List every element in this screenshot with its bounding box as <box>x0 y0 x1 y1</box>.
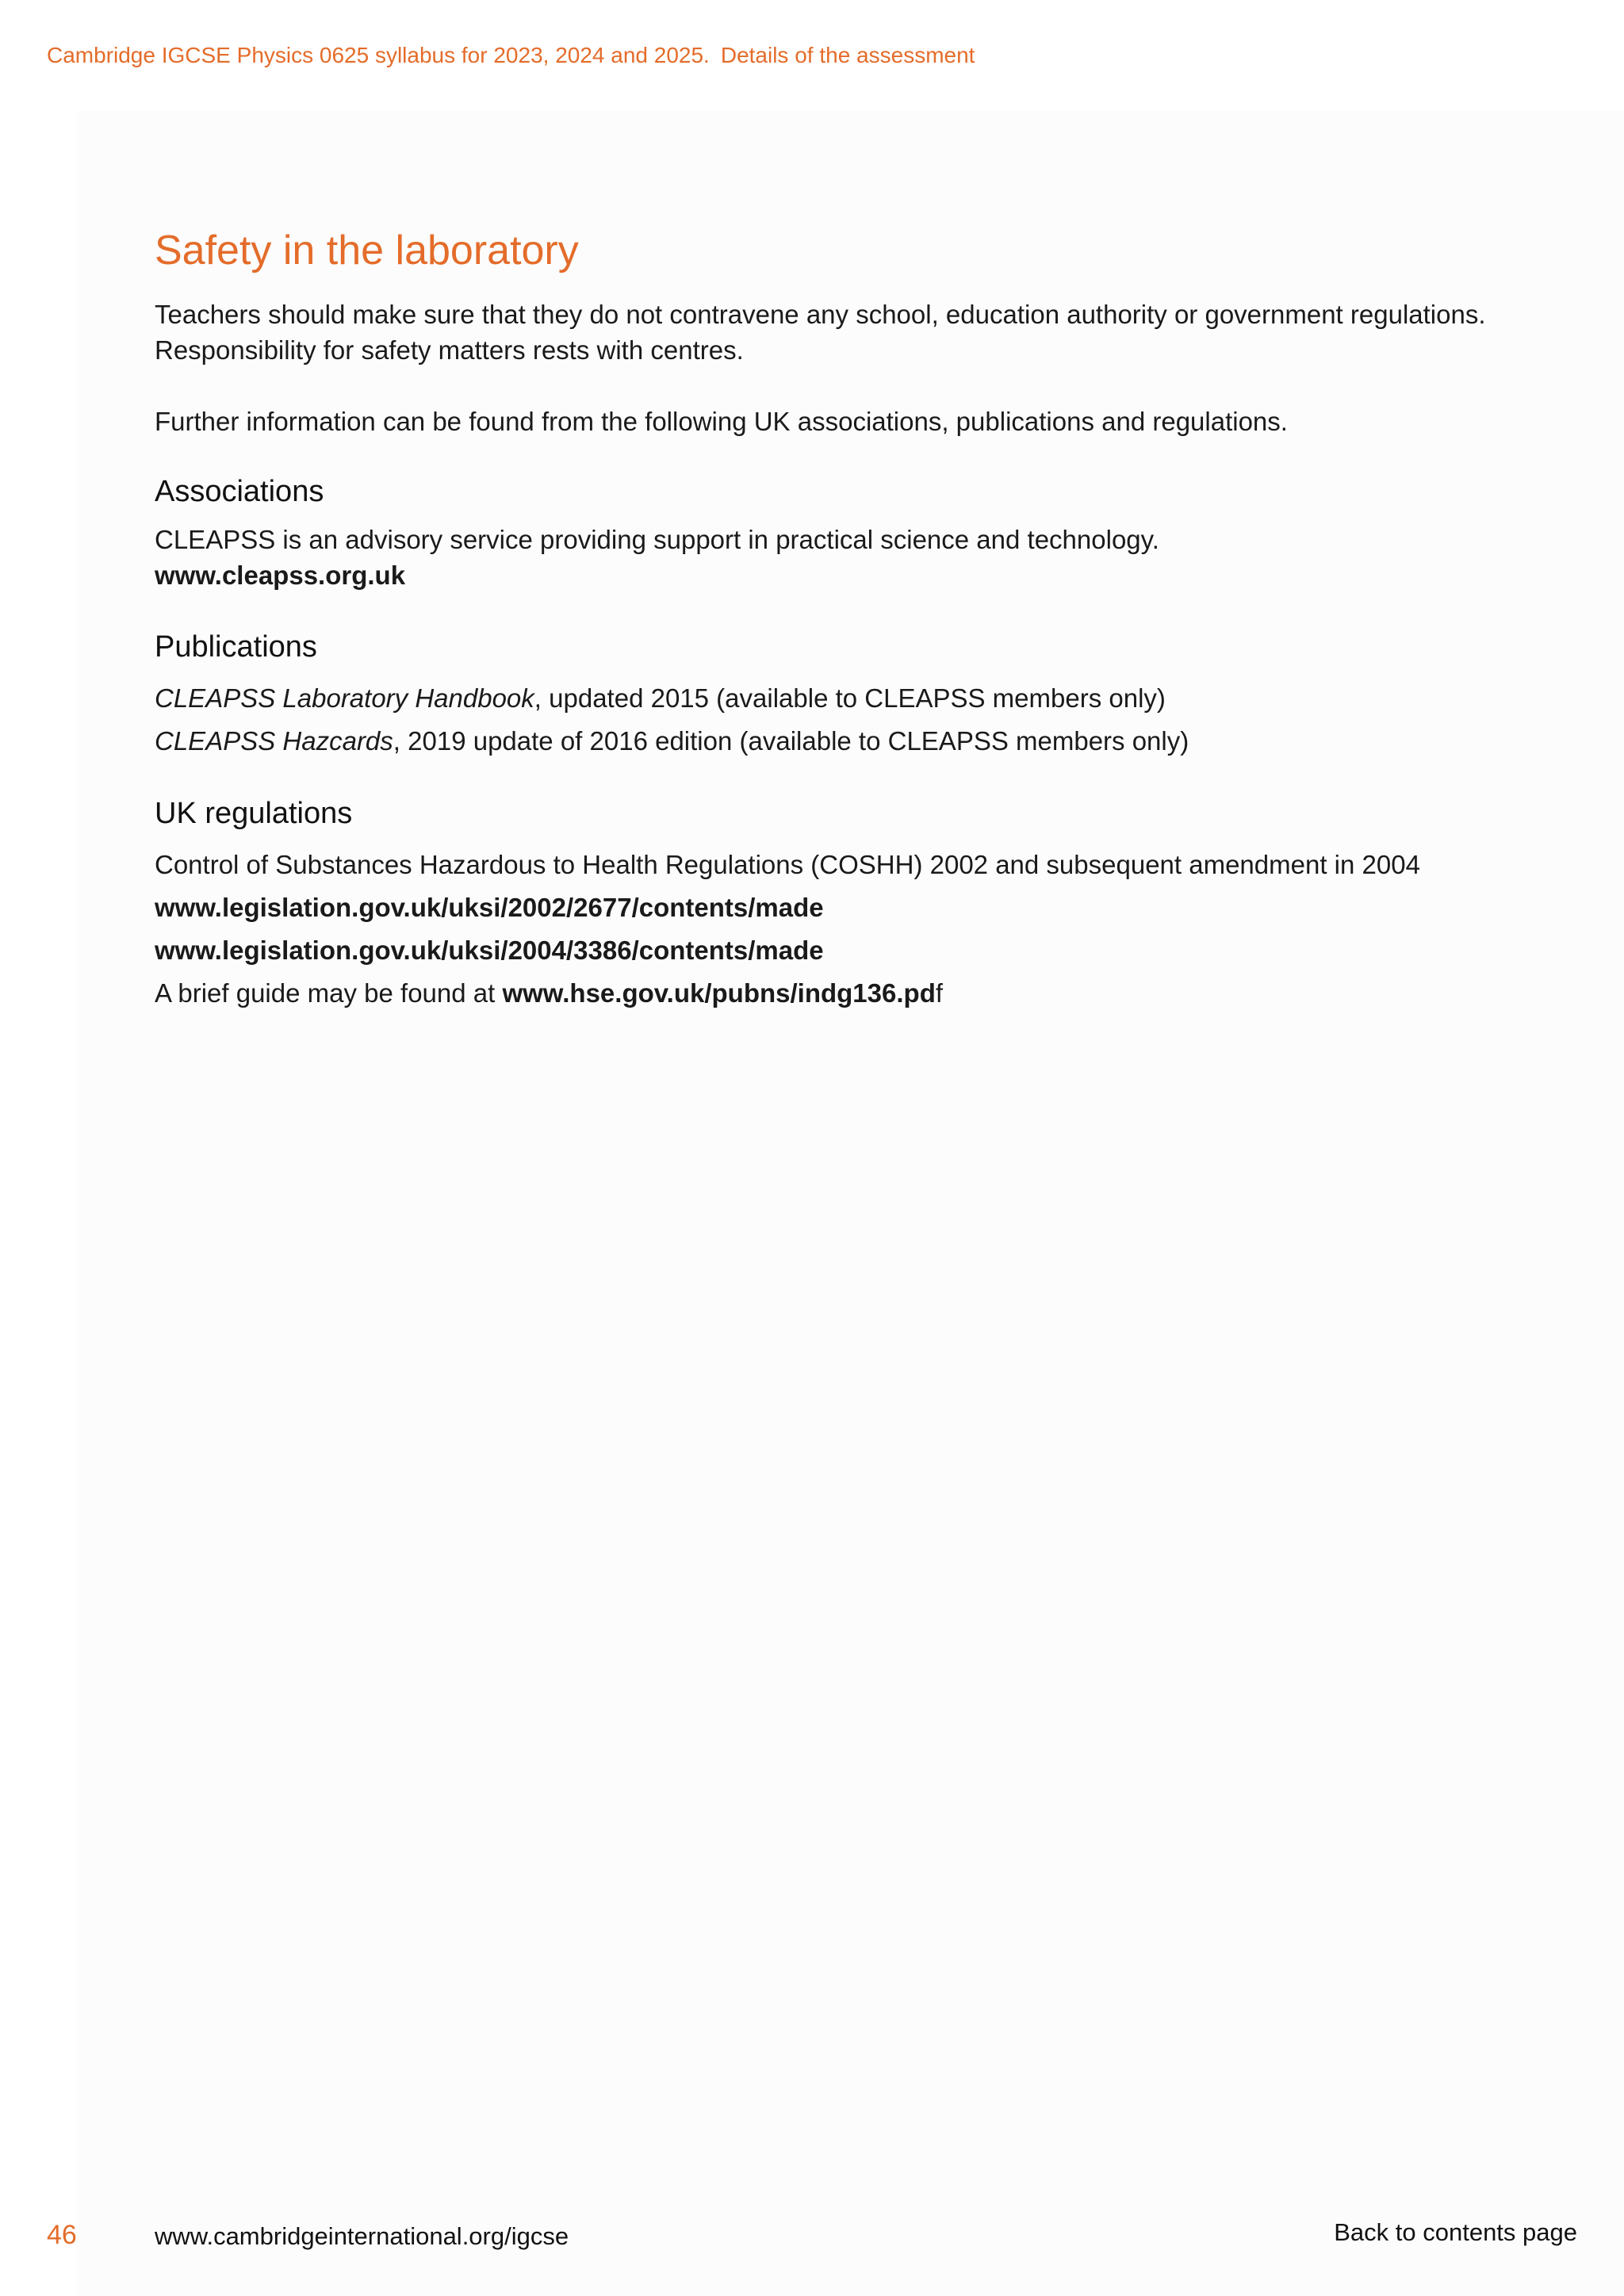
publication-title: CLEAPSS Laboratory Handbook <box>155 683 534 713</box>
brief-guide-line <box>155 972 1519 1015</box>
footer-website-link[interactable]: www.cambridgeinternational.org/igcse <box>155 2222 569 2250</box>
intro-line-2: Responsibility for safety matters rests with centres. <box>155 335 744 365</box>
publication-details: , 2019 update of 2016 edition (available to CLEAPSS members only) <box>393 726 1189 756</box>
publication-details: , updated 2015 (available to CLEAPSS members only) <box>534 683 1166 713</box>
main-content <box>155 222 1519 1015</box>
cleapss-link[interactable]: www.cleapss.org.uk <box>155 561 406 590</box>
publication-item <box>155 677 1519 720</box>
legislation-link-2002[interactable]: www.legislation.gov.uk/uksi/2002/2677/contents/made <box>155 893 824 922</box>
publication-item <box>155 720 1519 763</box>
hse-guide-link[interactable]: www.hse.gov.uk/pubns/indg136.pd <box>502 978 936 1008</box>
legislation-link-2004[interactable]: www.legislation.gov.uk/uksi/2004/3386/contents/made <box>155 936 824 965</box>
header-document-title: Cambridge IGCSE Physics 0625 syllabus for 2023, 2024 and 2025. <box>47 43 710 67</box>
brief-guide-suffix: f <box>935 978 944 1008</box>
back-to-contents-link[interactable]: Back to contents page <box>1334 2218 1577 2246</box>
associations-heading: Associations <box>155 475 324 508</box>
uk-regulations-heading: UK regulations <box>155 797 353 830</box>
page-number: 46 <box>47 2220 77 2250</box>
running-header <box>47 43 975 68</box>
further-info-paragraph: Further information can be found from the following UK associations, publications and regulations. <box>155 407 1288 436</box>
header-section: Details of the assessment <box>720 43 975 67</box>
intro-paragraph <box>155 297 1519 368</box>
brief-guide-text: A brief guide may be found at <box>155 978 503 1008</box>
intro-line-1: Teachers should make sure that they do not contravene any school, education authority or government regulations. <box>155 300 1486 329</box>
page-title: Safety in the laboratory <box>155 228 579 274</box>
publication-title: CLEAPSS Hazcards <box>155 726 393 756</box>
associations-text: CLEAPSS is an advisory service providing support in practical science and technology. <box>155 525 1159 554</box>
regulations-text: Control of Substances Hazardous to Health Regulations (COSHH) 2002 and subsequent amendment in 2004 <box>155 850 1420 879</box>
publications-heading: Publications <box>155 630 317 664</box>
